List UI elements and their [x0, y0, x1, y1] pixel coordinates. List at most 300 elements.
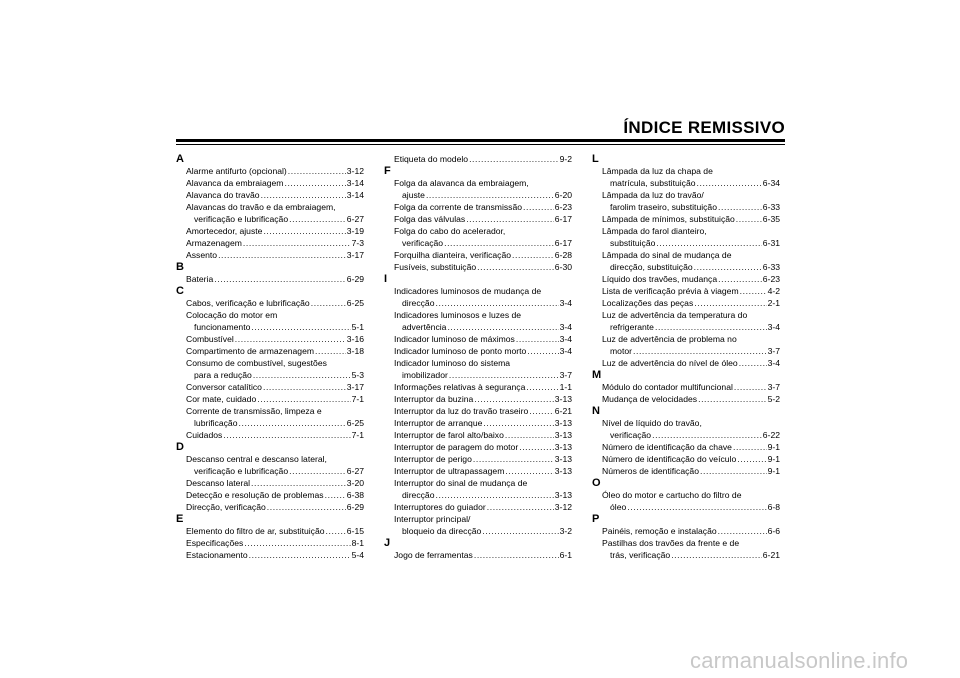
index-entry-heading: Lâmpada do farol dianteiro, — [602, 226, 707, 236]
index-entry-page: 3-7 — [559, 370, 572, 380]
dot-leader — [523, 201, 554, 213]
index-entry-text: para a redução — [194, 370, 252, 380]
index-entry-text: Números de identificação — [602, 466, 699, 476]
dot-leader — [426, 189, 554, 201]
index-entry — [592, 381, 780, 393]
dot-leader — [516, 333, 559, 345]
dot-leader — [288, 165, 346, 177]
index-entry — [176, 537, 364, 549]
index-entry — [384, 213, 572, 225]
dot-leader — [284, 177, 345, 189]
index-entry-page: 6-31 — [762, 238, 780, 248]
index-entry-text: Elemento do filtro de ar, substituição — [186, 526, 325, 536]
index-entry-text: Luz de advertência do nível de óleo — [602, 358, 738, 368]
index-entry-page: 3-17 — [346, 382, 364, 392]
index-entry-page: 6-28 — [554, 250, 572, 260]
index-entry-page: 6-27 — [346, 466, 364, 476]
index-entry — [384, 369, 572, 381]
dot-leader — [718, 201, 762, 213]
dot-leader — [263, 225, 345, 237]
dot-leader — [267, 501, 346, 513]
dot-leader — [474, 393, 553, 405]
dot-leader — [249, 549, 351, 561]
index-entry-page: 3-16 — [346, 334, 364, 344]
dot-leader — [697, 177, 762, 189]
index-entry-page: 6-34 — [762, 178, 780, 188]
index-entry — [592, 213, 780, 225]
dot-leader — [740, 285, 767, 297]
index-entry-page: 3-4 — [559, 346, 572, 356]
index-entry-page: 3-13 — [554, 442, 572, 452]
dot-leader — [447, 321, 558, 333]
section-letter: D — [176, 441, 184, 453]
index-entry-page: 6-17 — [554, 214, 572, 224]
index-entry-text: verificação e lubrificação — [194, 466, 289, 476]
dot-leader — [487, 501, 554, 513]
dot-leader — [243, 237, 351, 249]
index-entry-heading: Óleo do motor e cartucho do filtro de — [602, 490, 742, 500]
index-entry-text: Cabos, verificação e lubrificação — [186, 298, 310, 308]
dot-leader — [527, 345, 558, 357]
index-entry-page: 3-20 — [346, 478, 364, 488]
dot-leader — [435, 297, 558, 309]
index-entry — [176, 237, 364, 249]
index-entry-text: Lista de verificação prévia à viagem — [602, 286, 739, 296]
dot-leader — [435, 489, 553, 501]
index-entry-page: 9-2 — [559, 154, 572, 164]
dot-leader — [734, 381, 767, 393]
index-entry — [176, 321, 364, 333]
index-entry — [384, 441, 572, 453]
index-entry — [592, 357, 780, 369]
index-entry-page: 3-13 — [554, 454, 572, 464]
dot-leader — [315, 345, 346, 357]
page-title: ÍNDICE REMISSIVO — [623, 118, 785, 137]
dot-leader — [529, 405, 554, 417]
index-entry-text: Indicador luminoso de ponto morto — [394, 346, 527, 356]
index-entry-text: Alavanca da embraiagem — [186, 178, 284, 188]
dot-leader — [238, 417, 345, 429]
header-rule-thick — [176, 139, 785, 142]
index-entry — [384, 321, 572, 333]
dot-leader — [483, 417, 553, 429]
index-entry-page: 6-29 — [346, 502, 364, 512]
index-entry-text: Interruptor de perigo — [394, 454, 472, 464]
dot-leader — [251, 477, 346, 489]
index-entry — [592, 297, 780, 309]
index-entry-page: 6-29 — [346, 274, 364, 284]
dot-leader — [694, 261, 762, 273]
index-entry-page: 6-22 — [762, 430, 780, 440]
index-entry-page: 6-35 — [762, 214, 780, 224]
index-entry-page: 3-4 — [767, 322, 780, 332]
index-entry-text: Detecção e resolução de problemas — [186, 490, 324, 500]
index-entry-text: Interruptor da luz do travão traseiro — [394, 406, 529, 416]
index-entry — [592, 393, 780, 405]
index-entry-page: 6-1 — [559, 550, 572, 560]
index-entry-text: Cuidados — [186, 430, 223, 440]
index-entry-text: Amortecedor, ajuste — [186, 226, 263, 236]
index-entry-text: Conversor catalítico — [186, 382, 262, 392]
index-entry — [384, 525, 572, 537]
index-entry — [176, 369, 364, 381]
index-entry — [592, 261, 780, 273]
dot-leader — [656, 237, 761, 249]
index-entry — [384, 261, 572, 273]
index-entry — [592, 237, 780, 249]
index-entry-page: 6-15 — [346, 526, 364, 536]
index-entry — [592, 501, 780, 513]
index-entry-page: 3-17 — [346, 250, 364, 260]
index-entry-text: Fusíveis, substituição — [394, 262, 477, 272]
index-entry — [176, 465, 364, 477]
index-entry-page: 7-1 — [351, 430, 364, 440]
section-letter: J — [384, 537, 391, 549]
index-entry-text: Interruptor de ultrapassagem — [394, 466, 505, 476]
index-entry — [384, 297, 572, 309]
index-entry-page: 3-13 — [554, 430, 572, 440]
index-entry-text: Número de identificação do veículo — [602, 454, 737, 464]
index-entry — [176, 189, 364, 201]
dot-leader — [466, 213, 554, 225]
section-letter: B — [176, 261, 184, 273]
index-entry-text: trás, verificação — [610, 550, 671, 560]
section-letter: I — [384, 273, 388, 285]
index-entry — [176, 165, 364, 177]
index-entry — [592, 441, 780, 453]
index-entry-page: 7-3 — [351, 238, 364, 248]
index-entry-text: Descanso lateral — [186, 478, 251, 488]
index-entry — [384, 429, 572, 441]
index-entry-text: Informações relativas à segurança — [394, 382, 526, 392]
index-entry — [592, 549, 780, 561]
index-entry — [384, 237, 572, 249]
index-entry-text: motor — [610, 346, 632, 356]
dot-leader — [505, 465, 553, 477]
dot-leader — [263, 381, 346, 393]
index-entry-page: 6-33 — [762, 262, 780, 272]
index-entry-heading: Interruptor principal/ — [394, 514, 471, 524]
dot-leader — [718, 273, 762, 285]
index-entry — [592, 201, 780, 213]
dot-leader — [261, 189, 346, 201]
index-entry — [176, 381, 364, 393]
section-letter: F — [384, 165, 391, 177]
index-entry-heading: Alavancas do travão e da embraiagem, — [186, 202, 336, 212]
index-entry-heading: Corrente de transmissão, limpeza e — [186, 406, 322, 416]
index-entry-page: 3-13 — [554, 418, 572, 428]
dot-leader — [482, 525, 558, 537]
section-letter: M — [592, 369, 602, 381]
section-letter: A — [176, 153, 184, 165]
index-entry-page: 3-12 — [346, 166, 364, 176]
index-entry-heading: Lâmpada do sinal de mudança de — [602, 250, 732, 260]
index-entry-page: 3-14 — [346, 178, 364, 188]
index-entry-page: 6-17 — [554, 238, 572, 248]
index-entry-page: 4-2 — [767, 286, 780, 296]
index-entry-text: verificação e lubrificação — [194, 214, 289, 224]
index-entry — [176, 213, 364, 225]
index-entry — [176, 429, 364, 441]
dot-leader — [214, 273, 346, 285]
index-entry-page: 3-13 — [554, 490, 572, 500]
index-entry-text: Forquilha dianteira, verificação — [394, 250, 512, 260]
index-entry — [384, 381, 572, 393]
dot-leader — [505, 429, 554, 441]
index-entry-heading: Interruptor do sinal de mudança de — [394, 478, 528, 488]
index-entry-text: direcção — [402, 490, 435, 500]
index-entry-page: 3-19 — [346, 226, 364, 236]
index-entry-heading: Lâmpada da luz do travão/ — [602, 190, 704, 200]
dot-leader — [235, 333, 346, 345]
index-entry-text: Folga das válvulas — [394, 214, 466, 224]
index-column-1 — [176, 153, 364, 561]
index-entry — [176, 417, 364, 429]
index-entry-page: 6-21 — [762, 550, 780, 560]
index-entry — [592, 525, 780, 537]
dot-leader — [251, 321, 350, 333]
index-entry-text: Folga da corrente de transmissão — [394, 202, 523, 212]
index-entry-page: 5-2 — [767, 394, 780, 404]
dot-leader — [289, 465, 346, 477]
dot-leader — [289, 213, 346, 225]
dot-leader — [244, 537, 350, 549]
index-entry-heading: Luz de advertência da temperatura do — [602, 310, 748, 320]
section-letter: L — [592, 153, 599, 165]
index-entry — [384, 201, 572, 213]
dot-leader — [444, 237, 554, 249]
index-entry-text: advertência — [402, 322, 447, 332]
dot-leader — [627, 501, 766, 513]
index-entry-text: Direcção, verificação — [186, 502, 266, 512]
index-entry-page: 6-25 — [346, 418, 364, 428]
index-entry — [592, 285, 780, 297]
index-entry — [176, 225, 364, 237]
dot-leader — [718, 525, 767, 537]
index-entry — [176, 549, 364, 561]
index-entry-text: verificação — [402, 238, 444, 248]
index-entry-text: ajuste — [402, 190, 425, 200]
index-entry — [176, 273, 364, 285]
index-entry-page: 6-6 — [767, 526, 780, 536]
dot-leader — [253, 369, 351, 381]
index-entry — [592, 345, 780, 357]
index-entry-heading: Folga da alavanca da embraiagem, — [394, 178, 529, 188]
index-entry-page: 3-13 — [554, 394, 572, 404]
index-entry-text: Alavanca do travão — [186, 190, 260, 200]
dot-leader — [474, 549, 559, 561]
index-entry — [176, 297, 364, 309]
index-entry — [384, 405, 572, 417]
index-entry-page: 9-1 — [767, 454, 780, 464]
index-entry-page: 3-7 — [767, 382, 780, 392]
dot-leader — [655, 321, 767, 333]
index-entry — [384, 345, 572, 357]
index-entry-heading: Indicador luminoso do sistema — [394, 358, 511, 368]
index-entry-text: farolim traseiro, substituição — [610, 202, 717, 212]
index-entry — [176, 489, 364, 501]
index-entry — [176, 249, 364, 261]
dot-leader — [519, 441, 554, 453]
index-entry-text: Lâmpada de mínimos, substituição — [602, 214, 735, 224]
dot-leader — [694, 297, 766, 309]
dot-leader — [739, 357, 767, 369]
index-entry-heading: Descanso central e descanso lateral, — [186, 454, 327, 464]
index-entry-page: 6-25 — [346, 298, 364, 308]
index-entry-text: Estacionamento — [186, 550, 248, 560]
index-entry — [592, 321, 780, 333]
index-entry-page: 6-23 — [554, 202, 572, 212]
dot-leader — [326, 525, 346, 537]
index-entry — [176, 501, 364, 513]
index-entry-text: Jogo de ferramentas — [394, 550, 473, 560]
dot-leader — [633, 345, 767, 357]
index-entry — [384, 417, 572, 429]
dot-leader — [700, 465, 767, 477]
index-entry-text: Assento — [186, 250, 218, 260]
index-entry-page: 3-18 — [346, 346, 364, 356]
index-entry-text: Armazenagem — [186, 238, 242, 248]
dot-leader — [512, 249, 554, 261]
dot-leader — [733, 441, 767, 453]
index-entry-text: Combustível — [186, 334, 234, 344]
index-entry-page: 3-13 — [554, 466, 572, 476]
index-entry-heading: Pastilhas dos travões da frente e de — [602, 538, 740, 548]
index-entry-text: matrícula, substituição — [610, 178, 696, 188]
dot-leader — [698, 393, 767, 405]
dot-leader — [737, 453, 766, 465]
dot-leader — [223, 429, 350, 441]
index-entry-text: Especificações — [186, 538, 244, 548]
index-entry-text: Painéis, remoção e instalação — [602, 526, 717, 536]
index-entry-page: 9-1 — [767, 466, 780, 476]
index-entry-text: Alarme antifurto (opcional) — [186, 166, 287, 176]
section-letter: P — [592, 513, 600, 525]
index-entry-text: imobilizador — [402, 370, 448, 380]
index-entry-text: Interruptores do guiador — [394, 502, 486, 512]
index-entry-text: Líquido dos travões, mudança — [602, 274, 718, 284]
index-entry-heading: Folga do cabo do acelerador, — [394, 226, 506, 236]
dot-leader — [526, 381, 558, 393]
index-entry-page: 5-4 — [351, 550, 364, 560]
index-entry-text: direcção, substituição — [610, 262, 693, 272]
index-entry-text: Cor mate, cuidado — [186, 394, 257, 404]
index-entry-page: 9-1 — [767, 442, 780, 452]
index-entry — [176, 345, 364, 357]
index-entry — [592, 273, 780, 285]
index-entry — [384, 465, 572, 477]
index-entry-heading: Nível de líquido do travão, — [602, 418, 702, 428]
index-entry-text: Interruptor de arranque — [394, 418, 483, 428]
index-column-2 — [384, 153, 572, 561]
dot-leader — [257, 393, 350, 405]
index-entry-page: 6-30 — [554, 262, 572, 272]
index-entry-heading: Consumo de combustível, sugestões — [186, 358, 327, 368]
index-entry-page: 6-23 — [762, 274, 780, 284]
index-entry-text: Bateria — [186, 274, 214, 284]
index-entry-page: 2-1 — [767, 298, 780, 308]
index-entry-text: Mudança de velocidades — [602, 394, 698, 404]
index-entry-text: refrigerante — [610, 322, 654, 332]
index-entry — [384, 249, 572, 261]
index-entry — [384, 189, 572, 201]
index-entry — [384, 549, 572, 561]
index-entry-page: 3-4 — [559, 322, 572, 332]
index-entry-text: verificação — [610, 430, 652, 440]
index-entry — [384, 393, 572, 405]
index-entry — [176, 393, 364, 405]
section-letter: E — [176, 513, 184, 525]
index-entry-text: Interruptor de paragem do motor — [394, 442, 519, 452]
index-entry-text: Etiqueta do modelo — [394, 154, 469, 164]
dot-leader — [218, 249, 346, 261]
index-entry-page: 1-1 — [559, 382, 572, 392]
index-entry-text: bloqueio da direcção — [402, 526, 482, 536]
index-entry-page: 3-4 — [559, 334, 572, 344]
index-entry — [592, 453, 780, 465]
watermark-text: carmanualsonline.info — [690, 648, 909, 673]
index-entry-heading: Luz de advertência de problema no — [602, 334, 737, 344]
index-entry-page: 7-1 — [351, 394, 364, 404]
dot-leader — [473, 453, 554, 465]
index-entry — [384, 153, 572, 165]
dot-leader — [477, 261, 554, 273]
index-entry-text: Número de identificação da chave — [602, 442, 732, 452]
index-entry-page: 6-27 — [346, 214, 364, 224]
index-entry — [592, 177, 780, 189]
dot-leader — [671, 549, 762, 561]
dot-leader — [325, 489, 346, 501]
index-entry-heading: Indicadores luminosos de mudança de — [394, 286, 542, 296]
dot-leader — [736, 213, 762, 225]
index-entry-page: 6-8 — [767, 502, 780, 512]
index-entry-page: 3-4 — [767, 358, 780, 368]
index-entry-text: direcção — [402, 298, 435, 308]
dot-leader — [311, 297, 346, 309]
index-entry — [384, 489, 572, 501]
index-column-3 — [592, 153, 780, 561]
index-entry-text: lubrificação — [194, 418, 238, 428]
index-entry-text: Módulo do contador multifuncional — [602, 382, 733, 392]
index-entry-page: 3-4 — [559, 298, 572, 308]
index-entry-page: 5-1 — [351, 322, 364, 332]
index-entry-text: Indicador luminoso de máximos — [394, 334, 515, 344]
index-entry — [176, 525, 364, 537]
section-letter: C — [176, 285, 184, 297]
index-entry-text: Interruptor de farol alto/baixo — [394, 430, 504, 440]
index-entry — [384, 501, 572, 513]
index-entry-page: 3-12 — [554, 502, 572, 512]
index-entry-page: 3-2 — [559, 526, 572, 536]
index-entry-heading: Indicadores luminosos e luzes de — [394, 310, 522, 320]
dot-leader — [449, 369, 559, 381]
index-entry-page: 3-7 — [767, 346, 780, 356]
index-entry-page: 5-3 — [351, 370, 364, 380]
index-entry — [592, 429, 780, 441]
index-entry-heading: Lâmpada da luz da chapa de — [602, 166, 713, 176]
index-entry-page: 8-1 — [351, 538, 364, 548]
dot-leader — [652, 429, 762, 441]
header-rule-thin — [176, 144, 785, 145]
section-letter: N — [592, 405, 600, 417]
index-entry — [384, 333, 572, 345]
index-entry-page: 6-33 — [762, 202, 780, 212]
index-entry-page: 6-20 — [554, 190, 572, 200]
index-entry-text: óleo — [610, 502, 627, 512]
index-entry-text: Compartimento de armazenagem — [186, 346, 315, 356]
index-entry — [592, 465, 780, 477]
index-entry-page: 6-38 — [346, 490, 364, 500]
